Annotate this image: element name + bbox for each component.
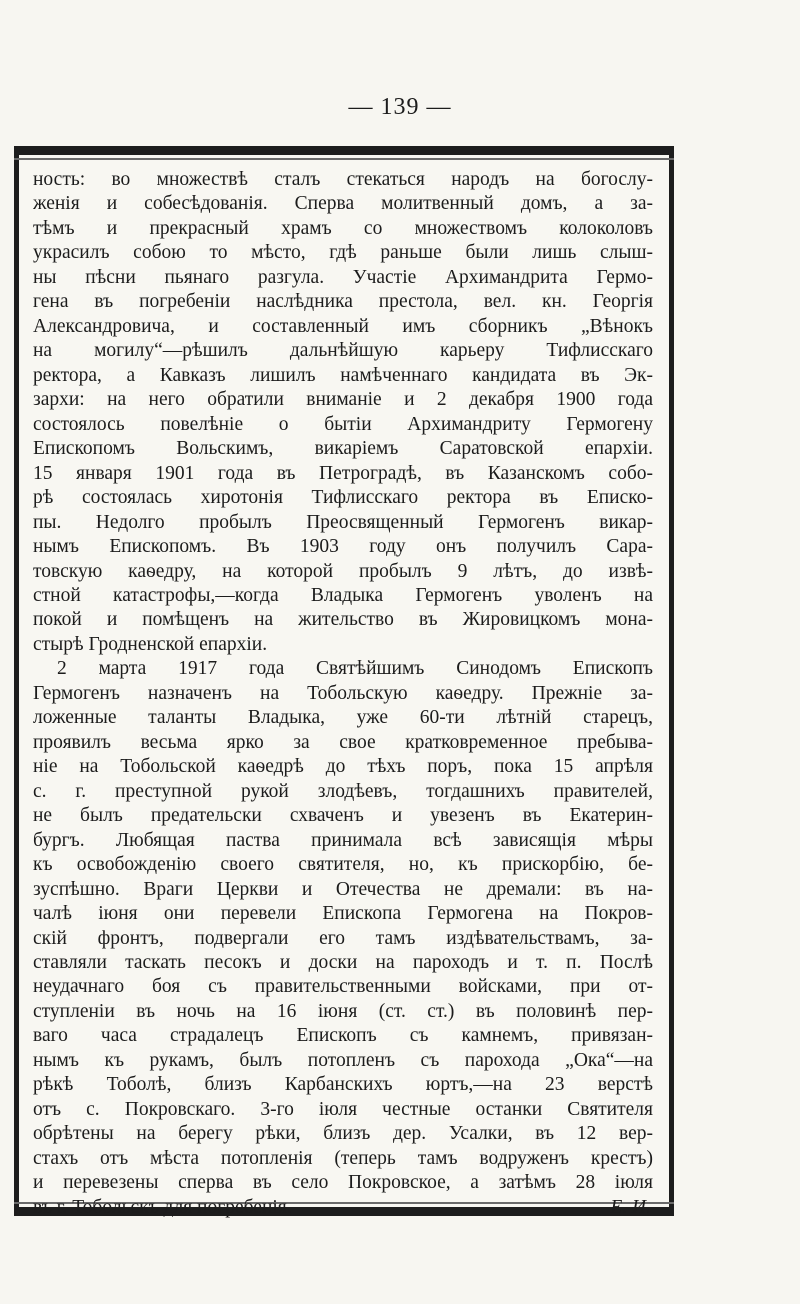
text-line: не былъ предательски схваченъ и увезенъ въ Екатерин-: [33, 805, 653, 827]
text-line: скій фронтъ, подвергали его тамъ издѣвательствамъ, за-: [33, 927, 653, 949]
text-line: пы. Недолго пробылъ Преосвященный Гермогенъ викар-: [33, 511, 653, 533]
text-line: ность: во множествѣ сталъ стекаться народъ на богослу-: [33, 169, 653, 190]
text-line: Епископомъ Вольскимъ, викаріемъ Саратовской епархіи.: [33, 438, 653, 460]
text-line: гена въ погребеніи наслѣдника престола, вел. кн. Георгія: [33, 291, 653, 313]
text-line: Александровича, и составленный имъ сборникъ „Вѣнокъ: [33, 315, 653, 337]
text-line: украсилъ собою то мѣсто, гдѣ раньше были лишь слыш-: [33, 242, 653, 264]
text-line: 2 марта 1917 года Святѣйшимъ Синодомъ Епископъ: [57, 658, 653, 680]
text-line: зархи: на него обратили вниманіе и 2 декабря 1900 года: [33, 389, 653, 411]
article-text: [33, 168, 653, 1220]
text-line: стахъ отъ мѣста потопленія (теперь тамъ водруженъ крестъ): [33, 1147, 653, 1169]
text-line: ставляли таскать песокъ и доски на пароходъ и т. п. Послѣ: [33, 952, 653, 973]
text-line: ваго часа страдалецъ Епископъ съ камнемъ, привязан-: [33, 1025, 653, 1047]
text-line: нымъ Епископомъ. Въ 1903 году онъ получилъ Сара-: [33, 536, 653, 558]
text-line: рѣ состоялась хиротонія Тифлисскаго ректора въ Еписко-: [33, 487, 653, 509]
text-line: бургъ. Любящая паства принимала всѣ зависящія мѣры: [33, 829, 653, 851]
text-line: товскую каѳедру, на которой пробылъ 9 лѣтъ, до извѣ-: [33, 560, 653, 582]
text-line: 15 января 1901 года въ Петроградѣ, въ Казанскомъ собо-: [33, 462, 653, 484]
text-line: ложенные таланты Владыка, уже 60-ти лѣтній старецъ,: [33, 707, 653, 729]
text-line: въ г. Тобольскъ для погребенія.: [33, 1196, 292, 1218]
text-line: ступленіи въ ночь на 16 іюня (ст. ст.) въ половинѣ пер-: [33, 1000, 653, 1022]
text-line: отъ с. Покровскаго. 3-го іюля честные останки Святителя: [33, 1098, 653, 1120]
text-line: ніе на Тобольской каѳедрѣ до тѣхъ поръ, пока 15 апрѣля: [33, 756, 653, 778]
text-line: проявилъ весьма ярко за свое кратковременное пребыва-: [33, 731, 653, 753]
text-line: Гермогенъ назначенъ на Тобольскую каѳедру. Прежніе за-: [33, 682, 653, 704]
text-line: обрѣтены на берегу рѣки, близъ дер. Усалки, въ 12 вер-: [33, 1123, 653, 1145]
text-line: и перевезены сперва въ село Покровское, а затѣмъ 28 іюля: [33, 1172, 653, 1194]
text-line: тѣмъ и прекрасный храмъ со множествомъ колоколовъ: [33, 217, 653, 239]
text-line: стырѣ Гродненской епархіи.: [33, 633, 268, 655]
text-line: с. г. преступной рукой злодѣевъ, тогдашнихъ правителей,: [33, 780, 653, 802]
text-line: женія и собесѣдованія. Сперва молитвенный домъ, а за-: [33, 193, 653, 215]
text-line: состоялось повелѣніе о бытіи Архимандриту Гермогену: [33, 413, 653, 435]
text-line: чалѣ іюня они перевели Епископа Гермогена на Покров-: [33, 903, 653, 925]
text-line: стной катастрофы,—когда Владыка Гермогенъ уволенъ на: [33, 584, 653, 606]
final-line: [33, 1196, 653, 1220]
text-line: нымъ къ рукамъ, былъ потопленъ съ парохода „Ока“—на: [33, 1049, 653, 1071]
text-line: къ освобожденію своего святителя, но, къ прискорбію, бе-: [33, 854, 653, 876]
text-line: зуспѣшно. Враги Церкви и Отечества не дремали: въ на-: [33, 878, 653, 900]
text-line: рѣкѣ Тоболѣ, близъ Карбанскихъ юртъ,—на 23 верстѣ: [33, 1074, 653, 1096]
text-line: ректора, а Кавказъ лишилъ намѣченнаго кандидата въ Эк-: [33, 364, 653, 386]
text-line: покой и помѣщенъ на жительство въ Жировицкомъ мона-: [33, 609, 653, 631]
text-line: ны пѣсни пьянаго разгула. Участіе Архимандрита Гермо-: [33, 266, 653, 288]
page-number: — 139 —: [348, 94, 452, 120]
text-line: неудачнаго боя съ правительственными войсками, при от-: [33, 976, 653, 998]
text-line: на могилу“—рѣшилъ дальнѣйшую карьеру Тифлисскаго: [33, 340, 653, 362]
frame-top-rule: [14, 158, 674, 160]
author-signature: Е. И.: [610, 1196, 651, 1218]
